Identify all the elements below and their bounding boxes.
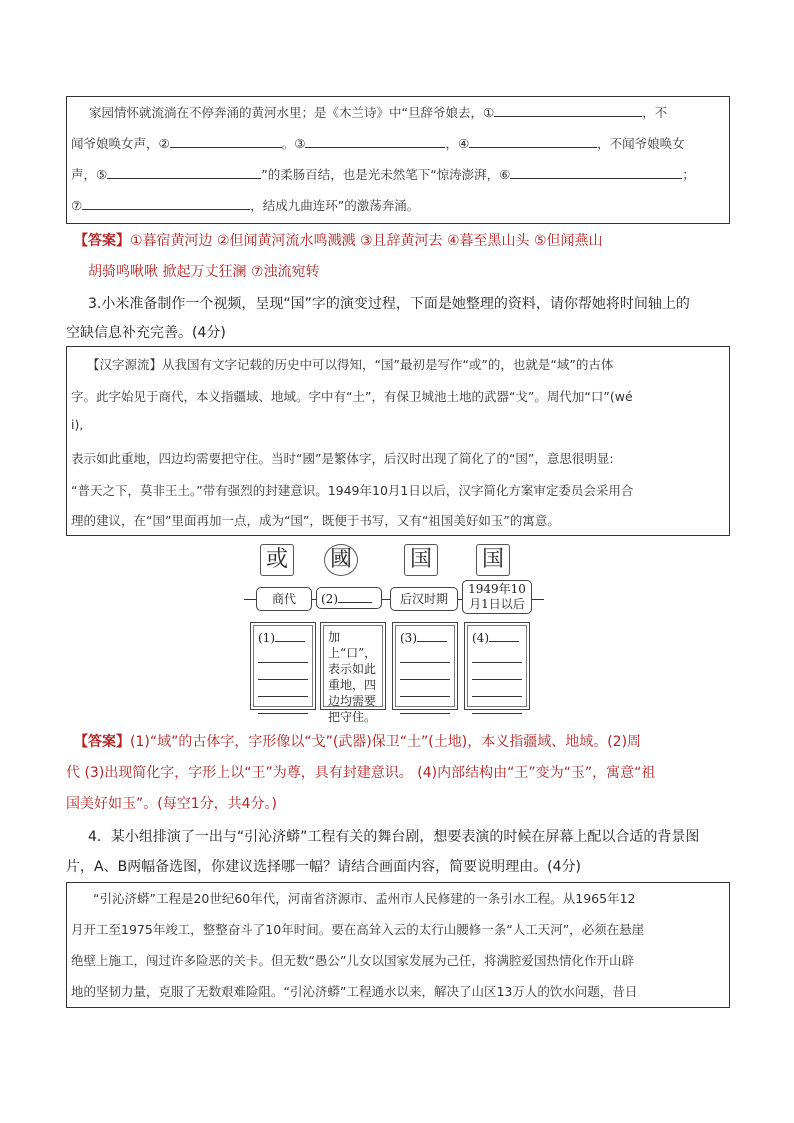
answer-1-line-2 xyxy=(88,261,319,281)
glyph-guo-han: 国 xyxy=(404,544,438,576)
source-line-3: i), xyxy=(71,417,84,432)
poem-text: 声，⑤ xyxy=(71,167,108,182)
card-3[interactable] xyxy=(392,622,458,710)
card-2-line: 重地，四 xyxy=(328,678,377,692)
answer-tag: 【答案】 xyxy=(74,233,130,249)
period-shang: 商代 xyxy=(256,587,312,611)
poem-text: ，不闻爷娘唤女 xyxy=(597,136,685,151)
period-1949-line-1: 1949年10 xyxy=(468,582,526,596)
card-2-line: 表示如此 xyxy=(328,662,377,676)
poem-text: ”的柔肠百结，也是光未然笔下“惊涛澎湃，⑥ xyxy=(261,167,511,182)
poem-line-1 xyxy=(89,97,667,128)
question-4-line-1: 4．某小组排演了一出与“引沁济蟒”工程有关的舞台剧，想要表演的时候在屏幕上配以合适的背景图 xyxy=(88,829,700,845)
poem-text: ； xyxy=(682,167,695,182)
answer-text: ①暮宿黄河边 ②但闻黄河流水鸣溅溅 ③且辞黄河去 ④暮至黑山头 ⑤但闻燕山 xyxy=(130,233,603,249)
question-3-line-1: 3.小米准备制作一个视频，呈现“国”字的演变过程，下面是她整理的资料，请你帮她将时间轴上的 xyxy=(88,296,690,312)
answer-text: 胡骑鸣啾啾 掀起万丈狂澜 ⑦浊流宛转 xyxy=(88,264,320,280)
card-4-label: (4) xyxy=(472,631,489,645)
poem-text: ，结成九曲连环”的激荡奔涌。 xyxy=(250,198,420,213)
project-line-4: 地的坚韧力量，克服了无数艰难险阻。“引沁济蟒”工程通水以来，解决了山区13万人的饮水问题，昔日 xyxy=(71,984,638,999)
card-3-label: (3) xyxy=(400,631,417,645)
card-1[interactable] xyxy=(250,622,316,710)
project-line-1: “引沁济蟒”工程是20世纪60年代，河南省济源市、孟州市人民修建的一条引水工程。从1965年12 xyxy=(93,891,636,906)
blank-2[interactable] xyxy=(170,133,282,148)
source-line-6: 理的建议，在“国”里面再加一点，成为“国”，既便于书写，又有“祖国美好如玉”的寓意。 xyxy=(71,513,560,528)
card-2-line: 加上“口”， xyxy=(328,630,377,660)
card-2-line: 把守住。 xyxy=(328,710,377,724)
project-line-2: 月开工至1975年竣工，整整奋斗了10年时间。要在高耸入云的太行山腰修一条“人工天河”，必须在悬崖 xyxy=(71,922,645,937)
poem-text: ，不 xyxy=(642,105,668,120)
glyph-huo: 或 xyxy=(260,544,294,576)
poem-text: 家园情怀就流淌在不停奔涌的黄河水里；是《木兰诗》中“旦辞爷娘去，① xyxy=(89,105,495,120)
poem-fill-box xyxy=(66,96,730,224)
answer-text: (1)“域”的古体字，字形像以“戈”(武器)保卫“土”(土地)，本义指疆域、地域。(2)周 xyxy=(130,734,642,750)
poem-line-3 xyxy=(71,159,695,190)
period-later-han: 后汉时期 xyxy=(390,587,458,611)
blank-5[interactable] xyxy=(107,164,261,179)
glyph-guo-traditional: 國 xyxy=(324,544,358,576)
period-1949-line-2: 月1日以后 xyxy=(469,597,525,611)
blank-4[interactable] xyxy=(469,133,597,148)
source-line-2: 字。此字始见于商代，本义指疆域、地域。字中有“土”，有保卫城池土地的武器“戈”。周代加“口”(wé xyxy=(71,389,633,404)
answer-text: 国美好如玉”。(每空1分，共4分。) xyxy=(66,796,277,812)
card-2 xyxy=(320,622,386,724)
period-blank-2[interactable] xyxy=(316,587,382,609)
guo-timeline-diagram xyxy=(244,542,544,724)
question-4-line-2: 片，A、B两幅备选图，你建议选择哪一幅？请结合画面内容，简要说明理由。(4分) xyxy=(66,859,582,875)
blank-1[interactable] xyxy=(494,102,642,117)
answer-2-line-2 xyxy=(66,762,655,782)
project-source-box xyxy=(66,882,730,1008)
card-2-line: 边均需要 xyxy=(328,694,377,708)
poem-line-2 xyxy=(71,128,685,159)
blank-7[interactable] xyxy=(82,195,250,210)
answer-text: 代 (3)出现简化字，字形上以“王”为尊，具有封建意识。 (4)内部结构由“王”变为“玉”，寓意“祖 xyxy=(66,765,656,781)
poem-text: ，④ xyxy=(445,136,470,151)
poem-text: 闻爷娘唤女声，② xyxy=(71,136,170,151)
poem-text: ⑦ xyxy=(71,198,83,213)
poem-line-4 xyxy=(71,190,419,221)
poem-text: 。③ xyxy=(281,136,306,151)
blank-6[interactable] xyxy=(510,164,682,179)
source-line-1: 【汉字源流】从我国有文字记载的历史中可以得知，“国”最初是写作“或”的，也就是“域”的古体 xyxy=(87,357,614,372)
answer-tag: 【答案】 xyxy=(74,734,130,750)
blank-3[interactable] xyxy=(305,133,445,148)
period-1949 xyxy=(462,580,532,614)
project-line-3: 绝壁上施工，闯过许多险恶的关卡。但无数“愚公”儿女以国家发展为己任，将满腔爱国热情化作开山辟 xyxy=(71,953,634,968)
answer-2-line-1 xyxy=(74,731,641,751)
source-line-4: 表示如此重地，四边均需要把守住。当时“國”是繁体字，后汉时出现了简化了的“国”，意思很明显: xyxy=(71,451,614,466)
period-blank-label: (2) xyxy=(321,592,338,606)
card-1-label: (1) xyxy=(258,631,275,645)
source-line-5: “普天之下，莫非王土。”带有强烈的封建意识。1949年10月1日以后，汉字简化方案审定委员会采用合 xyxy=(71,483,634,498)
glyph-guo-modern: 国 xyxy=(476,544,510,576)
card-4[interactable] xyxy=(464,622,530,710)
answer-2-line-3 xyxy=(66,793,277,813)
hanzi-source-box xyxy=(66,346,730,536)
question-3-line-2: 空缺信息补充完善。(4分) xyxy=(66,325,226,341)
answer-1-line-1 xyxy=(74,230,603,250)
